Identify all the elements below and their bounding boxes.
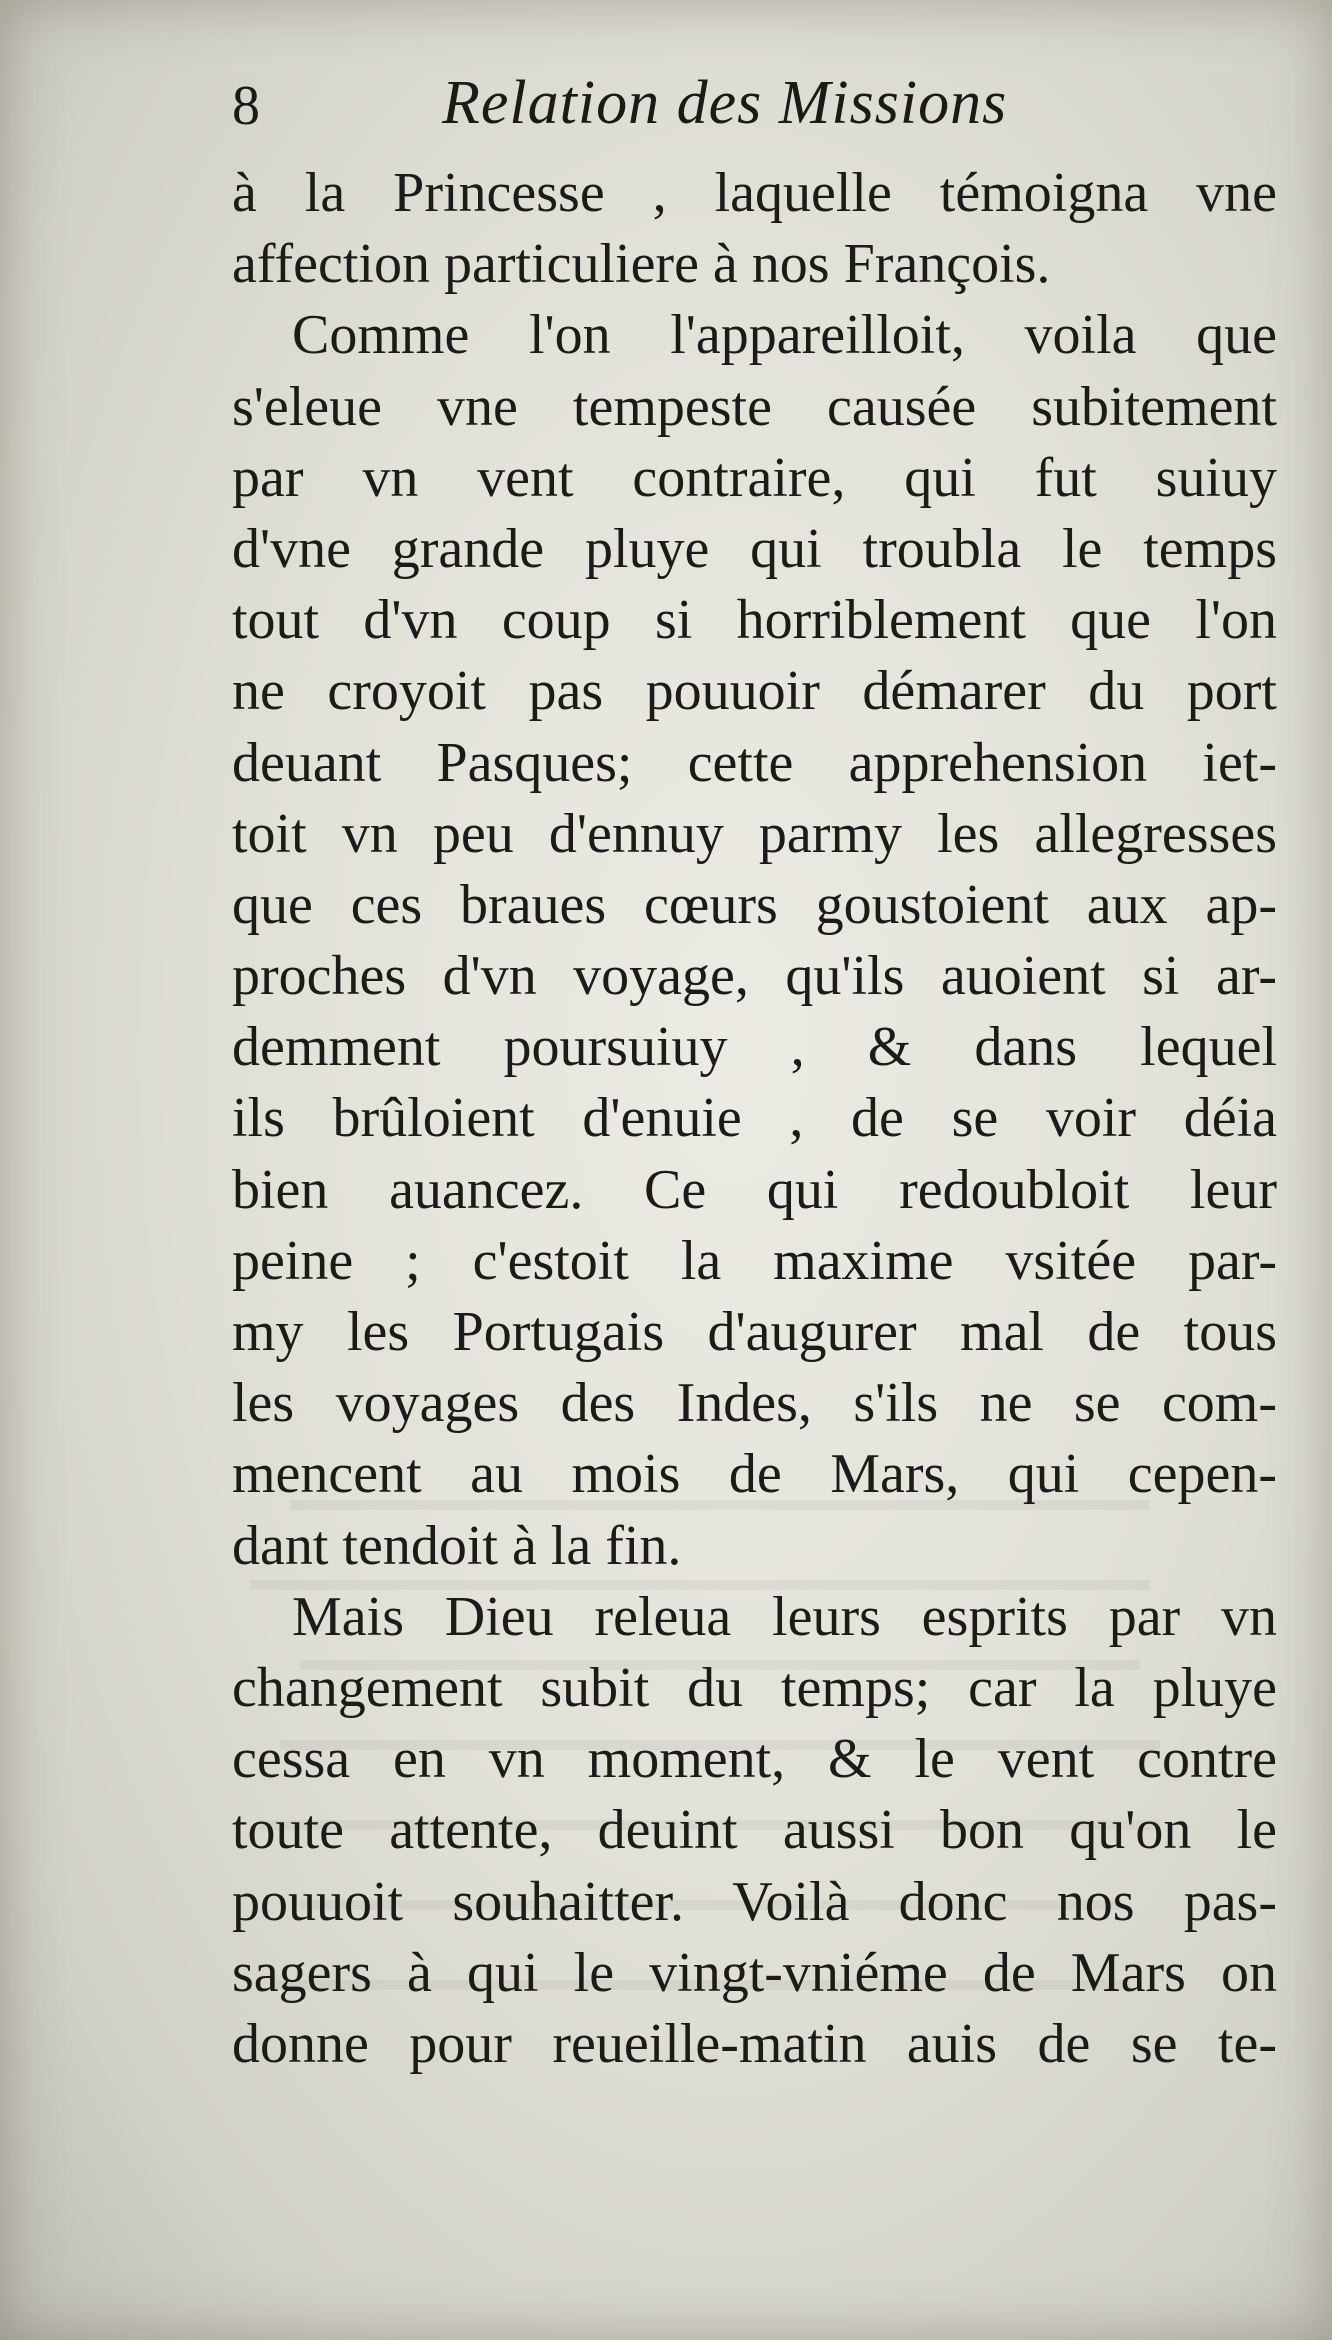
text-line: ils brûloient d'enuie , de se voir déia xyxy=(232,1087,1277,1150)
text-line: bien auancez. Ce qui redoubloit leur xyxy=(232,1158,1277,1221)
running-title: Relation des Missions xyxy=(442,69,1008,137)
text-line: Comme l'on l'appareilloit, voila que xyxy=(292,304,1277,367)
text-line: peine ; c'estoit la maxime vsitée par- xyxy=(232,1229,1277,1292)
text-line: s'eleue vne tempeste causée subitement xyxy=(232,375,1277,438)
text-line: my les Portugais d'augurer mal de tous xyxy=(232,1301,1277,1363)
text-line: Mais Dieu releua leurs esprits par vn xyxy=(292,1585,1277,1648)
body-text xyxy=(232,158,1277,2080)
text-line: donne pour reueille-matin auis de se te- xyxy=(232,2012,1277,2075)
text-line: mencent au mois de Mars, qui cepen- xyxy=(232,1443,1277,1506)
text-line: que ces braues cœurs goustoient aux ap- xyxy=(232,873,1277,936)
text-line: toute attente, deuint aussi bon qu'on le xyxy=(232,1799,1277,1862)
text-line: par vn vent contraire, qui fut suiuy xyxy=(232,446,1277,509)
text-line: pouuoit souhaitter. Voilà donc nos pas- xyxy=(232,1870,1277,1933)
text-line: changement subit du temps; car la pluye xyxy=(232,1656,1277,1719)
text-line: proches d'vn voyage, qu'ils auoient si ar- xyxy=(232,945,1277,1008)
text-line: toit vn peu d'ennuy parmy les allegresses xyxy=(232,802,1277,865)
text-line: sagers à qui le vingt-vniéme de Mars on xyxy=(232,1941,1277,2004)
text-line: tout d'vn coup si horriblement que l'on xyxy=(232,589,1277,652)
text-line: dant tendoit à la fin. xyxy=(232,1514,682,1577)
text-line: cessa en vn moment, & le vent contre xyxy=(232,1728,1277,1791)
text-line: à la Princesse , laquelle témoigna vne xyxy=(232,162,1277,224)
text-line: demment poursuiuy , & dans lequel xyxy=(232,1016,1277,1079)
running-header xyxy=(232,68,1132,158)
page-number: 8 xyxy=(232,75,260,137)
text-line: d'vne grande pluye qui troubla le temps xyxy=(232,517,1277,580)
text-line: deuant Pasques; cette apprehension iet- xyxy=(232,731,1277,794)
text-line: les voyages des Indes, s'ils ne se com- xyxy=(232,1372,1277,1435)
text-line: ne croyoit pas pouuoir démarer du port xyxy=(232,660,1277,723)
text-line: affection particuliere à nos François. xyxy=(232,233,1051,296)
